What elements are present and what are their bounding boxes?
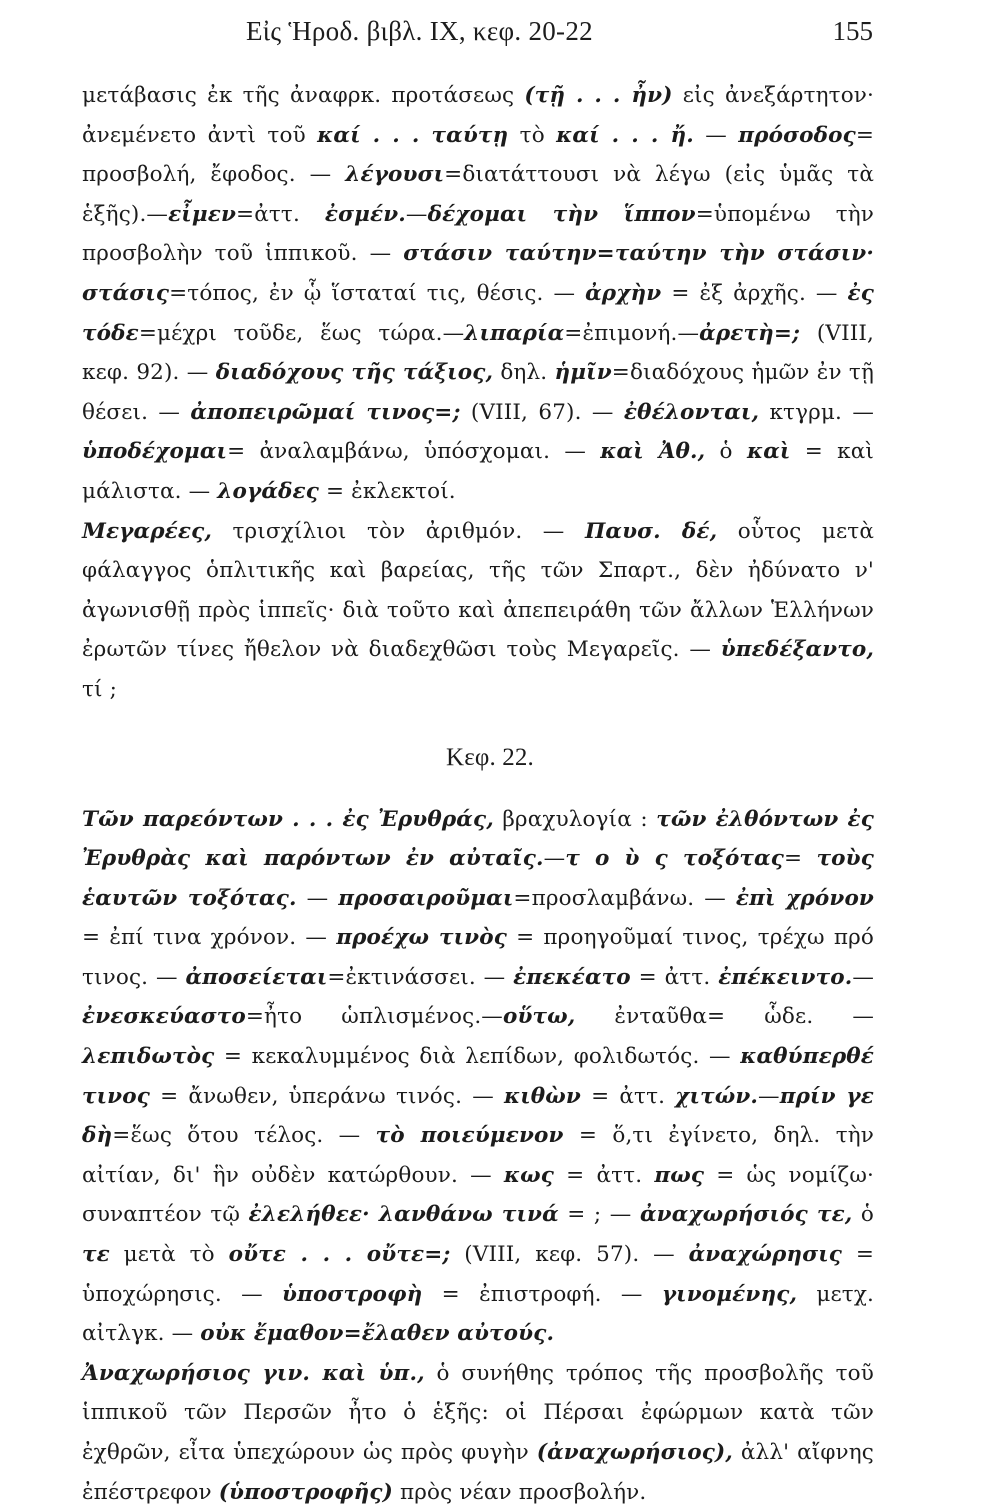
gloss-text: δηλ. (493, 360, 554, 385)
lemma: ἐπέκειντο. (718, 965, 852, 990)
gloss-text: — (544, 846, 566, 871)
gloss-text: = ; — (559, 1202, 640, 1227)
gloss-text: μετὰ τὸ (110, 1242, 229, 1267)
gloss-text: = ἐπιστροφή. — (422, 1282, 661, 1307)
lemma: ἐπὶ χρόνον (736, 886, 874, 911)
lemma: οὐκ ἔμαθον=ἔλαθεν αὐτούς. (200, 1321, 554, 1346)
gloss-text: ὁ (852, 1202, 874, 1227)
gloss-text: = ἐκλεκτοί. (319, 479, 456, 504)
gloss-text: = ἀττ. (631, 965, 718, 990)
gloss-text: =ἐκτινάσσει. — (327, 965, 513, 990)
gloss-text: = (784, 846, 817, 871)
gloss-text: = προσβολή, ἔφοδος. — (82, 123, 874, 188)
lemma: τ ο ὺ ς τοξότας (565, 846, 784, 871)
gloss-text: εἰς ἀνεξάρτητον· ἀνεμένετο ἀντὶ τοῦ (82, 83, 874, 148)
gloss-text: =μέχρι τοῦδε, ἕως τώρα.— (139, 321, 464, 346)
gloss-text: ἐνταῦθα= ὧδε. — (575, 1004, 874, 1029)
gloss-text: βραχυλογία : (494, 807, 656, 832)
lemma: ἐνεσκεύαστο (82, 1004, 246, 1029)
gloss-text: = ἀττ. (581, 1084, 675, 1109)
lemma: (ἀναχωρήσιος), (537, 1440, 733, 1465)
lemma: ἐσμέν. (325, 202, 406, 227)
paragraph (82, 800, 874, 1354)
lemma: πρόσοδος (738, 123, 856, 148)
paragraph (82, 76, 874, 512)
paragraph (82, 1354, 874, 1512)
lemma: τῶν ἐλθόντων ἐς Ἐρυθρὰς καὶ παρόντων ἐν αὐταῖς. (82, 807, 874, 872)
lemma: διαδόχους τῆς τάξιος, (216, 360, 493, 385)
gloss-text: μετχ. αἰτλγκ. — (82, 1282, 874, 1347)
gloss-text: οὗτος μετὰ φάλαγγος ὁπλιτικῆς καὶ βαρείας, τῆς τῶν Σπαρτ., δὲν ἠδύνατο ν' ἀγωνισθῇ πρὸς ἱππεῖς· διὰ τοῦτο καὶ ἀπεπειράθη τῶν ἄλλων Ἑλλήνων ἐρωτῶν τίνες ἤθελον νὰ διαδεχθῶσι τοὺς Μεγαρεῖς. — (82, 519, 874, 663)
gloss-text: = ἄνωθεν, ὑπεράνω τινός. — (150, 1084, 504, 1109)
lemma: χιτών. (675, 1084, 758, 1109)
page-body (82, 76, 874, 1512)
lemma: κιθὼν (504, 1084, 581, 1109)
lemma: ὑποδέχομαι (82, 439, 227, 464)
lemma: εἶμεν (168, 202, 236, 227)
gloss-text: =διαδόχους ἡμῶν ἐν τῇ θέσει. — (82, 360, 874, 425)
gloss-text: πρὸς νέαν προσβολήν. (393, 1480, 646, 1505)
gloss-text: = κεκαλυμμένος διὰ λεπίδων, φολιδωτός. — (214, 1044, 740, 1069)
lemma: πρίν γε δὴ (82, 1084, 874, 1149)
commentary-section (82, 512, 874, 710)
lemma: ἡμῖν (555, 360, 612, 385)
lemma: οὔτε . . . οὔτε=; (229, 1242, 451, 1267)
lemma: (ὑποστροφῆς) (219, 1480, 393, 1505)
gloss-text: — (406, 202, 428, 227)
lemma: Μεγαρέες, (82, 519, 212, 544)
lemma: (τῇ . . . ἦν) (524, 83, 672, 108)
gloss-text: =ἀττ. (236, 202, 325, 227)
gloss-text: = ἐξ ἀρχῆς. — (661, 281, 847, 306)
paragraph (82, 512, 874, 710)
gloss-text: τί ; (82, 677, 117, 702)
gloss-text: =διατάττουσι νὰ λέγω (εἰς ὑμᾶς τὰ ἑξῆς).— (82, 162, 874, 227)
gloss-text: =ὑπομένω τὴν προσβολὴν τοῦ ἱππικοῦ. — (82, 202, 874, 267)
lemma: Ἀναχωρήσιος γιν. καὶ ὑπ., (82, 1361, 425, 1386)
lemma: ὑπεδέξαντο, (721, 637, 874, 662)
page-number: 155 (833, 16, 874, 47)
lemma: ἐλελήθεε· λανθάνω τινά (249, 1202, 559, 1227)
lemma: προέχω τινὸς (336, 925, 507, 950)
lemma: στάσιν ταύτην=ταύτην τὴν στάσιν· (403, 241, 874, 266)
chapter-heading: Κεφ. 22. (82, 738, 874, 778)
lemma: Παυσ. δέ, (585, 519, 717, 544)
lemma: λεπιδωτὸς (82, 1044, 214, 1069)
gloss-text: =ἕως ὅτου τέλος. — (112, 1123, 375, 1148)
lemma: καί . . . ταύτῃ (317, 123, 508, 148)
running-header (0, 16, 985, 56)
gloss-text: μετάβασις ἐκ τῆς ἀναφρκ. προτάσεως (82, 83, 524, 108)
gloss-text: ἀλλ' αἴφνης ἐπέστρεφον (82, 1440, 874, 1505)
lemma: ἐθέλονται, (624, 400, 759, 425)
lemma: ἀρετὴ=; (699, 321, 800, 346)
lemma: καὶ Ἀθ., (600, 439, 705, 464)
lemma: στάσις (82, 281, 169, 306)
gloss-text: = ὑποχώρησις. — (82, 1242, 874, 1307)
running-title: Εἰς Ἡροδ. βιβλ. IX, κεφ. 20-22 (246, 16, 593, 47)
gloss-text: =ἐπιμονή.— (564, 321, 699, 346)
lemma: ἀποσείεται (185, 965, 327, 990)
lemma: ἐς τόδε (82, 281, 874, 346)
gloss-text: ὁ (705, 439, 747, 464)
lemma: προσαιροῦμαι (338, 886, 513, 911)
gloss-text: = ἐπί τινα χρόνον. — (82, 925, 336, 950)
gloss-text: = καὶ μάλιστα. — (82, 439, 874, 504)
lemma: λιπαρία (464, 321, 564, 346)
gloss-text: =τόπος, ἐν ᾧ ἵσταταί τις, θέσις. — (169, 281, 585, 306)
gloss-text: — (694, 123, 738, 148)
gloss-text: =ἦτο ὡπλισμένος.— (246, 1004, 503, 1029)
gloss-text: ὁ συνήθης τρόπος τῆς προσβολῆς τοῦ ἱππικοῦ τῶν Περσῶν ἦτο ὁ ἑξῆς: οἱ Πέρσαι ἐφώρμων κατὰ τῶν ἐχθρῶν, εἶτα ὑπεχώρουν ὡς πρὸς φυγὴν (82, 1361, 874, 1465)
gloss-text: — (852, 965, 874, 990)
gloss-text: = προηγοῦμαί τινος, τρέχω πρό τινος. — (82, 925, 874, 990)
lemma: ἀρχὴν (585, 281, 661, 306)
lemma: λογάδες (217, 479, 319, 504)
lemma: δέχομαι τὴν ἵππον (428, 202, 696, 227)
gloss-text: κτγρμ. — (759, 400, 874, 425)
lemma: κως (504, 1163, 554, 1188)
gloss-text: τὸ (508, 123, 556, 148)
gloss-text: (VIII, κεφ. 57). — (450, 1242, 688, 1267)
lemma: τοὺς ἑαυτῶν τοξότας. (82, 846, 874, 911)
commentary-section (82, 800, 874, 1512)
lemma: ἐπεκέατο (513, 965, 631, 990)
commentary-section (82, 76, 874, 512)
gloss-text: — (297, 886, 339, 911)
lemma: γινομένης, (662, 1282, 797, 1307)
lemma: λέγουσι (345, 162, 444, 187)
gloss-text: (VIII, 67). — (461, 400, 624, 425)
gloss-text: = ὡς νομίζω· συναπτέον τῷ (82, 1163, 874, 1228)
gloss-text: τρισχίλιοι τὸν ἀριθμόν. — (212, 519, 585, 544)
gloss-text: = ἀττ. (554, 1163, 654, 1188)
lemma: καθύπερθέ τινος (82, 1044, 874, 1109)
lemma: οὕτω, (503, 1004, 575, 1029)
lemma: καί . . . ἤ. (556, 123, 694, 148)
lemma: ἀποπειρῶμαί τινος=; (190, 400, 460, 425)
lemma: ἀναχώρησις (689, 1242, 842, 1267)
lemma: ἀναχωρήσιός τε, (640, 1202, 852, 1227)
gloss-text: (VIII, κεφ. 92). — (82, 321, 874, 386)
gloss-text: = ὅ,τι ἐγίνετο, δηλ. τὴν αἰτίαν, δι' ἣν οὐδὲν κατώρθουν. — (82, 1123, 874, 1188)
lemma: Τῶν παρεόντων . . . ἐς Ἐρυθράς, (82, 807, 494, 832)
gloss-text: — (758, 1084, 780, 1109)
gloss-text: =προσλαμβάνω. — (513, 886, 735, 911)
lemma: ὑποστροφὴ (282, 1282, 422, 1307)
gloss-text: = ἀναλαμβάνω, ὑπόσχομαι. — (227, 439, 600, 464)
lemma: πως (654, 1163, 704, 1188)
lemma: τὸ ποιεύμενον (376, 1123, 564, 1148)
lemma: τε (82, 1242, 110, 1267)
lemma: καὶ (747, 439, 791, 464)
